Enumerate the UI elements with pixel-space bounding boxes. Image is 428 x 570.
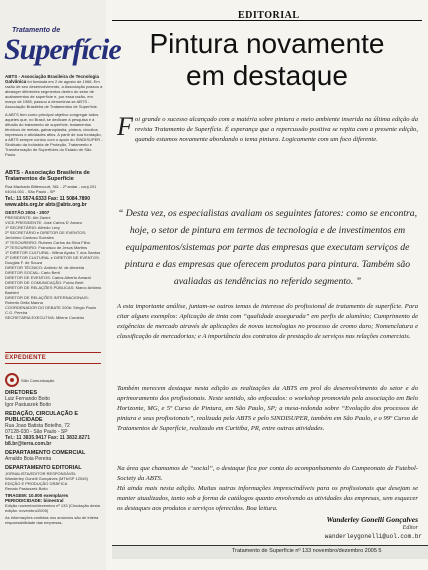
dropcap: F — [117, 112, 133, 141]
board-member: PRESIDENTE: Airi Zanini — [5, 215, 51, 220]
intro-text: oi grande o sucesso alcançado com a matéria sobre pintura e meio ambiente inserida na última edição da revista Tratamento de Superfície. É esperança que a repercussão positiva se repita com a presente edição, quando estamos novamente abordando o tema pintura. Logicamente com um foco diferente. — [134, 116, 418, 143]
abts-text: foi fundada em 2 de agosto de 1968. Em razão de seu desenvolvimento, a Associação passou a abranger diferentes segmentos dentro do setor de acabamentos de superfície e, por essa razão, em março de 1985, passou a denominar-se ABTS - Associação Brasileira de Tratamentos de Superfície. — [5, 79, 103, 109]
redacao-address: Rua Joao Batista Botelho, 72 — [5, 423, 70, 429]
footer-text: Tratamento de Superfície nº 133 novembro/dezembro 2005 5 — [232, 548, 382, 554]
divider — [5, 352, 101, 353]
gestao-label: GESTÃO 2004 - 2007 — [5, 210, 50, 215]
redacao-heading: REDAÇÃO, CIRCULAÇÃO E PUBLICIDADE — [5, 411, 79, 423]
pull-quote: “ Desta vez, os especialistas avaliam os seguintes fatores: como se encontra, hoje, o setor de pintura em termos de tecnologia e de investimentos em equipamentos/sistemas por parte das empresas que executam serviços de pintura e das empresas que oferecem produtos para pintura. Também são avaliadas as tendências no referido segmento. ” — [117, 208, 418, 287]
board-member: 2º DIRETOR CULTURAL e DIRETOR DE EVENTOS: Douglas F. de Souza — [5, 255, 100, 265]
editorial-role-2: EDIÇÃO E PRODUÇÃO GRÁFICA — [5, 481, 68, 486]
redacao-email[interactable]: b8.br@terra.com.br — [5, 441, 52, 447]
tiragem: TIRAGEM: 10.000 exemplares — [5, 493, 69, 498]
disclaimer: As informações contidas nos anúncios são de inteira responsabilidade das empresas. — [5, 515, 99, 525]
board-member: DIRETOR DE COMUNICAÇÃO: Fulvio Berti — [5, 280, 84, 285]
divider — [5, 363, 101, 364]
board-member: SECRETÁRIA EXECUTIVA: Milene Cordeiro — [5, 315, 85, 320]
paragraph-5: Há ainda mais nesta edição. Muitas outras informações imprescindíveis para os profissionais que desejam se manter atualizados, tanto sob a forma de catálogos quanto envolvendo as atividades das empresas, sem esquecer os destaques aos produtos e serviços oferecidos. Boa leitura. — [117, 485, 418, 512]
publisher-mark-icon — [5, 373, 19, 387]
abts-intro — [5, 74, 103, 157]
board-member: DIRETOR DE RELAÇÕES INTERNACIONAIS: Roberto Della Manna — [5, 295, 89, 305]
abts-name: ABTS - Associação Brasileira de Tratamentos de Superfície — [5, 170, 90, 182]
paragraph-4: Na área que chamamos de “social”, o destaque fica por conta do acompanhamento do Campeonato de Futebol-Society da ABTS. — [117, 465, 418, 482]
diretor-1: Luiz Fernando Boito — [5, 396, 50, 402]
board-member: DIRETOR DE RELAÇÕES PÚBLICAS: Marco Antônio Barbieri — [5, 285, 102, 295]
header-rule — [112, 20, 422, 21]
editor-email[interactable]: wanderleygonelli@uol.com.br — [324, 533, 422, 540]
paragraph-2: A esta importante análise, juntam-se outros temas de interesse do profissional de tratamento de superfície. Para citar alguns exemplos: Aplicação de tinta com “qualidade assegurada” em perfis de alumínio; Cumprimento de exigências de mercado através de aplicações de novas tecnologias no processo de cromo duro; Nomenclatura e classificação de mercadorias; e A importância dos contratos de prestação de serviços nas relações comerciais. — [117, 303, 418, 340]
abts-site[interactable]: www.abts.org.br abts@abts.org.br — [5, 202, 87, 208]
abts-heading: ABTS - Associação Brasileira de Tecnologia Galvânica — [5, 74, 100, 84]
board-member: DIRETOR DE EVENTOS: Carlos Alberto Amaral — [5, 275, 91, 280]
expediente-section — [5, 352, 103, 525]
periodicidade: PERIODICIDADE: bimestral — [5, 498, 64, 503]
editorial-dept-heading: DEPARTAMENTO EDITORIAL — [5, 465, 82, 471]
board-member: 2º SECRETÁRIO e DIRETOR DE EVENTOS: Jerônimo Cardoso Sorrales — [5, 230, 87, 240]
title-line-2: em destaque — [186, 60, 348, 91]
board-member: VICE-PRESIDENTE: José Carlos D' Amaro — [5, 220, 83, 225]
article-title — [112, 28, 422, 92]
board-member: 1º TESOUREIRO: Rubens Carlos da Silva Filho — [5, 240, 90, 245]
comercial-name: Arnaldo Boia Pereira — [5, 456, 52, 462]
board-member: 1º DIRETOR CULTURAL: Wilma Ayako T. dos Santos — [5, 250, 101, 255]
logo-main-text: Superfície — [4, 33, 121, 66]
abts-address: Rua Machado Bittencourt, 361 - 2º andar - conj.201 04044-001 - São Paulo - SP — [5, 184, 97, 194]
section-label: EDITORIAL — [238, 10, 300, 21]
board-member: COORDENADOR DO DEBATE 2006: Sérgio Paulo C.G. Pereira — [5, 305, 97, 315]
publisher-name: Stilo Comunicação — [21, 377, 55, 383]
redacao-phone: Tel.: 11 3835.9417 Fax: 11 3832.8271 — [5, 435, 90, 441]
board-member: 2º TESOUREIRO: Francisco de Jesus Martins — [5, 245, 88, 250]
edicao-info: Edição novembro/dezembro nº 133 (Circulação desta edição: novembro/2005) — [5, 503, 100, 513]
paragraph-3: Também merecem destaque nesta edição as realizações da ABTS em prol do desenvolvimento do setor e do aprimoramento dos profissionais. Neste sentido, são enfocados: o workshop promovido pela associação em Belo Horizonte, MG, e 5º Curso de Pintura, em São Paulo, SP; a mesa-redonda sobre “Evolução dos processos de pintura e seus profissionais”, realizada pela ABTS e pelo SINDISUPER, também em São Paulo, e o 99º Curso de Tratamentos de Superfície, realizado em Curitiba, PR, entre outras atividades. — [117, 385, 418, 432]
editorial-name-1: Wanderley Gonelli Gonçalves (MTb/SP 12049) — [5, 476, 88, 481]
comercial-heading: DEPARTAMENTO COMERCIAL — [5, 450, 86, 456]
expediente-heading: EXPEDIENTE — [5, 355, 47, 361]
signature: Wanderley Gonelli Gonçalves — [326, 515, 418, 524]
intro-paragraph — [117, 112, 418, 145]
board-list — [5, 215, 103, 320]
abts-text2: A ABTS tem como principal objetivo congregar todos aqueles que, no Brasil, se dedicam à pesquisa e à difusão do tratamento de superfície, tratamentos térmicos de metais, galvanoplastia, pintura, circuitos impressos e atividades afins. A partir de sua fundação, a ABTS sempre contou com o apoio do SINDISUPER - Sindicato da Indústria de Proteção, Tratamento e Transformação de Superfícies do Estado de São Paulo. — [5, 112, 103, 157]
signature-role: Editor — [402, 525, 418, 531]
board-member: 1º SECRETÁRIO: Alfredo Levy — [5, 225, 61, 230]
diretor-2: Igor Pastuszek Boito — [5, 402, 51, 408]
masthead-sidebar — [0, 0, 121, 570]
redacao-city: 07128-030 - São Paulo - SP — [5, 429, 68, 435]
editorial-name-2: Renato Pastuszek Boito — [5, 486, 48, 491]
abts-phone: Tel.: 11 5574.6333 Fax: 11 5084.7890 — [5, 196, 90, 202]
diretores-heading: DIRETORES — [5, 390, 37, 396]
logo-small-text: Tratamento de — [12, 27, 61, 34]
title-line-1: Pintura novamente — [149, 28, 385, 59]
board-member: DIRETOR SOCIAL: Carlo Berti — [5, 270, 60, 275]
publisher-logo — [5, 372, 103, 388]
abts-contact — [5, 170, 103, 320]
magazine-logo — [4, 27, 121, 75]
editorial-role-1: JORNALISTA/EDITOR RESPONSÁVEL — [5, 471, 77, 476]
board-member: DIRETOR TÉCNICO: Antônio M. de Almeida — [5, 265, 84, 270]
